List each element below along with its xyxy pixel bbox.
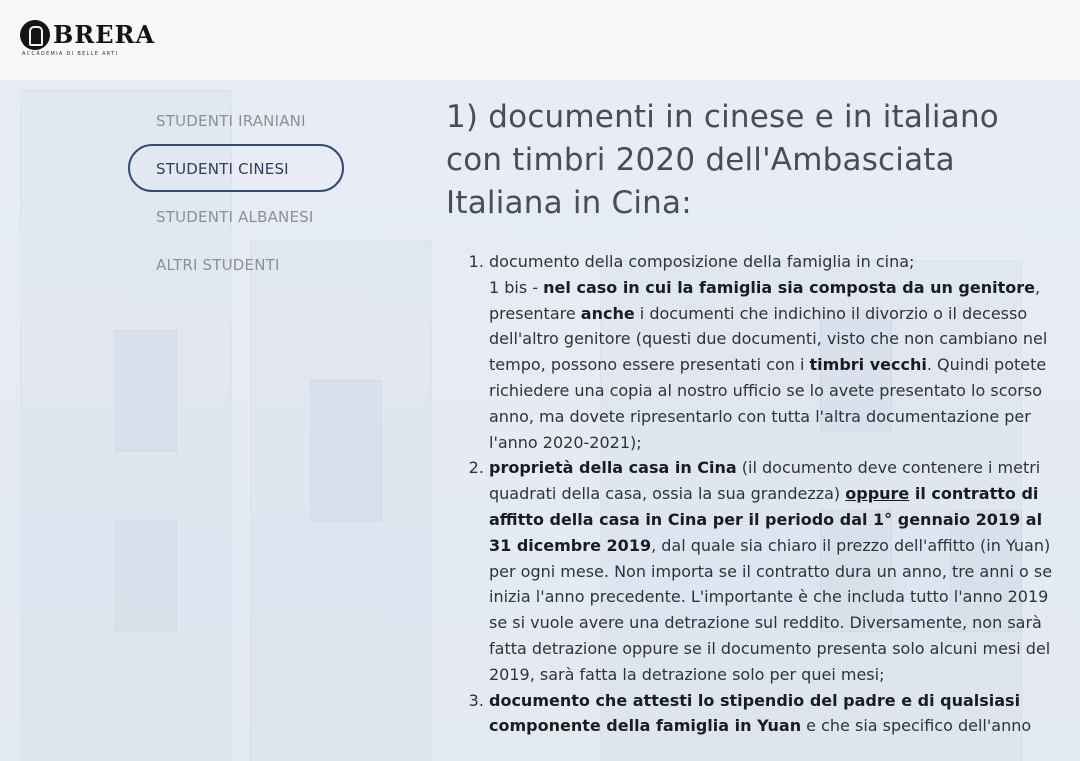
list-item-bold: nel caso in cui la famiglia sia composta da un genitore (543, 277, 1035, 297)
sidebar-item-studenti-cinesi[interactable]: STUDENTI CINESI (128, 144, 344, 192)
list-item-text: i documenti che indichino il divorzio o il decesso dell'altro genitore (questi due documenti, visto che non cambiano nel tempo, possono essere presentati con i (489, 303, 1048, 375)
documents-list (446, 249, 1056, 739)
list-item-bold: il contratto di affitto della casa in Cina per il periodo dal 1° gennaio 2019 al 31 dicembre 2019 (489, 484, 1043, 555)
sidebar-item-studenti-iraniani[interactable]: STUDENTI IRANIANI (156, 112, 306, 130)
list-item-text: , dal quale sia chiaro il prezzo dell'affitto (in Yuan) per ogni mese. Non importa se il contratto dura un anno, tre anni o se inizia l'anno precedente. L'importante è che includa tutto l'anno 2019 se si vuole avere una detrazione sul reddito. Diversamente, non sarà fatta detrazione oppure se il documento presenta solo alcuni mesi del 2019, sarà fatta la detrazione solo per quei mesi; (489, 535, 1053, 684)
list-item-bold-underline: oppure (845, 484, 910, 504)
site-header (0, 0, 1080, 81)
logo-subtitle: ACCADEMIA DI BELLE ARTI (22, 51, 119, 57)
list-item-text: , presentare (489, 277, 1041, 323)
list-item (489, 688, 1056, 740)
list-item-text: (il documento deve contenere i metri quadrati della casa, ossia la sua grandezza) (489, 458, 1041, 504)
brera-logo[interactable] (20, 20, 155, 57)
minerva-logo-icon (20, 20, 50, 50)
list-item-bold: documento che attesti lo stipendio del padre e di qualsiasi componente della famiglia in Yuan (489, 690, 1021, 736)
page-title: 1) documenti in cinese e in italiano con timbri 2020 dell'Ambasciata Italiana in Cina: (446, 99, 999, 221)
list-item-bold: proprietà della casa in Cina (489, 458, 737, 478)
list-item (489, 249, 1056, 455)
list-item (489, 455, 1056, 687)
logo-name: BRERA (53, 20, 156, 49)
main-content (446, 96, 1056, 739)
list-item-text: 1 bis - (489, 277, 544, 297)
list-item-text: . Quindi potete richiedere una copia al nostro ufficio se lo avete presentato lo scorso anno, ma dovete ripresentarlo con tutta l'altra documentazione per l'anno 2020-2021); (489, 355, 1047, 452)
sidebar-item-altri-studenti[interactable]: ALTRI STUDENTI (156, 256, 280, 274)
list-item-text: documento della composizione della famiglia in cina; (489, 252, 915, 271)
list-item-text: e che sia specifico dell'anno (801, 716, 1032, 736)
list-item-bold: timbri vecchi (809, 355, 927, 375)
list-item-bold: anche (580, 303, 635, 323)
sidebar-item-studenti-albanesi[interactable]: STUDENTI ALBANESI (156, 208, 314, 226)
sidebar-nav (128, 96, 348, 288)
